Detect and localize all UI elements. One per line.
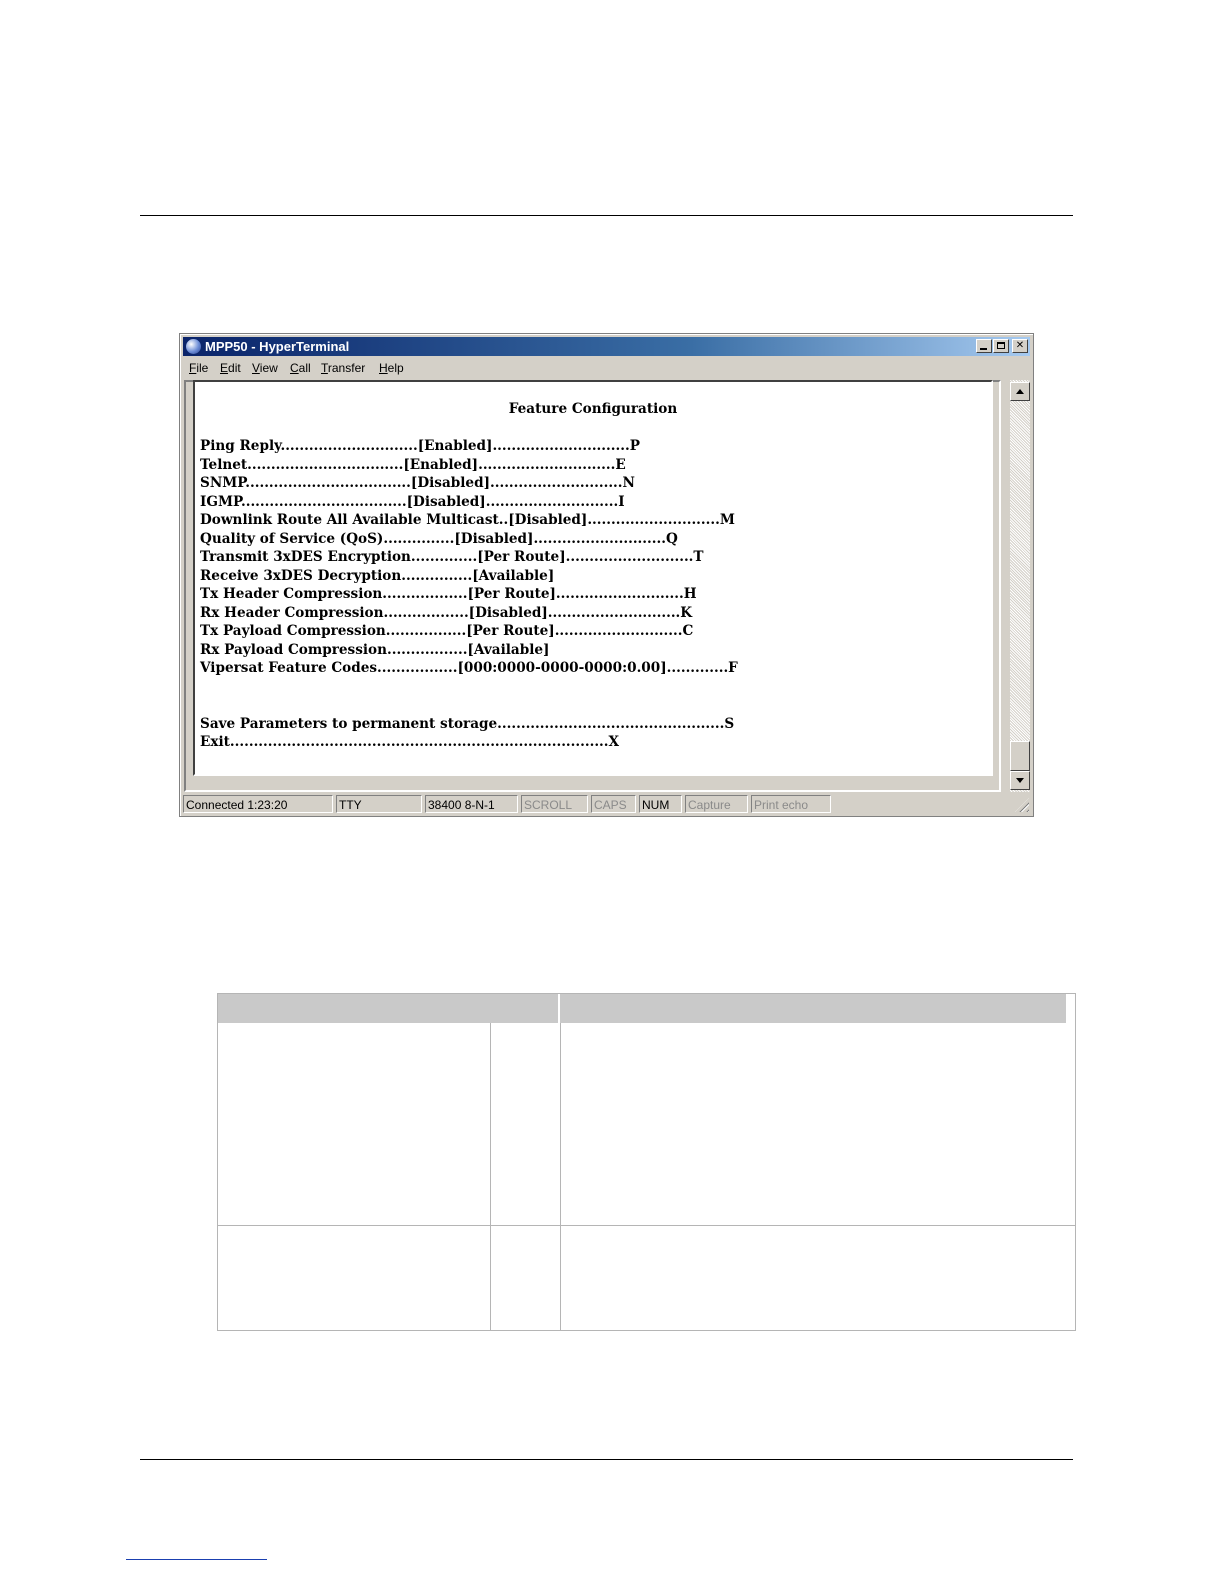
table-cell — [491, 1226, 560, 1330]
menu-accelerator: F — [189, 361, 197, 375]
menu-edit[interactable]: Edit — [220, 361, 241, 375]
status-bar — [183, 794, 1030, 814]
terminal-line: Save Parameters to permanent storage................................................S — [200, 715, 735, 732]
status-scroll: SCROLL — [521, 795, 588, 813]
table-cell — [218, 1226, 490, 1330]
maximize-button[interactable] — [993, 339, 1009, 353]
table-header — [218, 994, 1066, 1023]
maximize-icon — [997, 342, 1005, 349]
hyperterminal-icon[interactable] — [186, 339, 201, 354]
status-num: NUM — [639, 795, 682, 813]
close-button[interactable] — [1012, 339, 1028, 353]
menu-accelerator: T — [321, 361, 328, 375]
terminal-line: Rx Header Compression..................[Disabled]............................K — [200, 604, 693, 621]
arrow-down-icon — [1016, 778, 1024, 783]
terminal-line: Exit................................................................................X — [200, 734, 620, 750]
status-emulation: TTY — [336, 795, 422, 813]
terminal-line: Ping Reply.............................[Enabled].............................P — [200, 438, 640, 454]
menu-file[interactable]: File — [189, 361, 209, 375]
terminal-line: IGMP...................................[Disabled]............................I — [200, 493, 625, 510]
terminal-line: Tx Payload Compression.................[Per Route]...........................C — [200, 623, 694, 639]
page-header-rule — [140, 215, 1073, 216]
table-cell — [491, 1023, 560, 1225]
terminal-line: Transmit 3xDES Encryption..............[Per Route]...........................T — [200, 549, 704, 565]
scroll-down-button[interactable] — [1010, 771, 1030, 790]
title-bar[interactable] — [183, 337, 1030, 356]
menu-accelerator: H — [379, 361, 388, 375]
terminal-line: Quality of Service (QoS)...............[Disabled]............................Q — [200, 530, 678, 547]
status-print-echo: Print echo — [751, 795, 831, 813]
close-icon: ✕ — [1015, 340, 1025, 351]
page-footer-rule — [140, 1459, 1073, 1460]
terminal-line: Telnet.................................[Enabled].............................E — [200, 456, 626, 473]
table-cell — [218, 1023, 490, 1225]
terminal-line: Receive 3xDES Decryption...............[Available] — [200, 567, 555, 584]
menu-call[interactable]: Call — [290, 361, 311, 375]
table-cell — [561, 1023, 1075, 1225]
minimize-button[interactable] — [976, 339, 992, 353]
status-caps: CAPS — [591, 795, 636, 813]
parameter-table — [217, 993, 1076, 1331]
resize-grip-icon[interactable] — [1015, 798, 1029, 812]
vertical-scrollbar[interactable] — [1010, 380, 1030, 792]
terminal-line: Vipersat Feature Codes.................[000:0000-0000-0000:0.00].............F — [200, 660, 738, 676]
minimize-icon — [980, 348, 987, 350]
status-settings: 38400 8-N-1 — [425, 795, 518, 813]
menu-bar — [183, 358, 1030, 378]
menu-accelerator: C — [290, 361, 299, 375]
header-separator — [558, 994, 560, 1023]
arrow-up-icon — [1016, 389, 1024, 394]
terminal-line: SNMP...................................[Disabled]............................N — [200, 475, 635, 491]
terminal-line: Downlink Route All Available Multicast..[Disabled]............................M — [200, 512, 735, 528]
scroll-up-button[interactable] — [1010, 382, 1030, 401]
terminal-heading: Feature Configuration — [508, 401, 678, 417]
status-connected: Connected 1:23:20 — [183, 795, 333, 813]
scroll-thumb[interactable] — [1010, 741, 1030, 771]
menu-view[interactable]: View — [252, 361, 278, 375]
terminal-line: Rx Payload Compression.................[Available] — [200, 641, 550, 658]
menu-transfer[interactable]: Transfer — [321, 361, 366, 375]
window-title: MPP50 - HyperTerminal — [205, 339, 350, 354]
footer-link-underline — [126, 1559, 267, 1560]
terminal-screen[interactable] — [193, 380, 993, 776]
table-cell — [561, 1226, 1075, 1330]
status-capture: Capture — [685, 795, 748, 813]
hyperterminal-window — [179, 333, 1034, 817]
menu-accelerator: E — [220, 361, 229, 375]
menu-accelerator: V — [252, 361, 260, 375]
menu-help[interactable]: Help — [379, 361, 404, 375]
terminal-line: Tx Header Compression..................[Per Route]...........................H — [200, 586, 697, 602]
